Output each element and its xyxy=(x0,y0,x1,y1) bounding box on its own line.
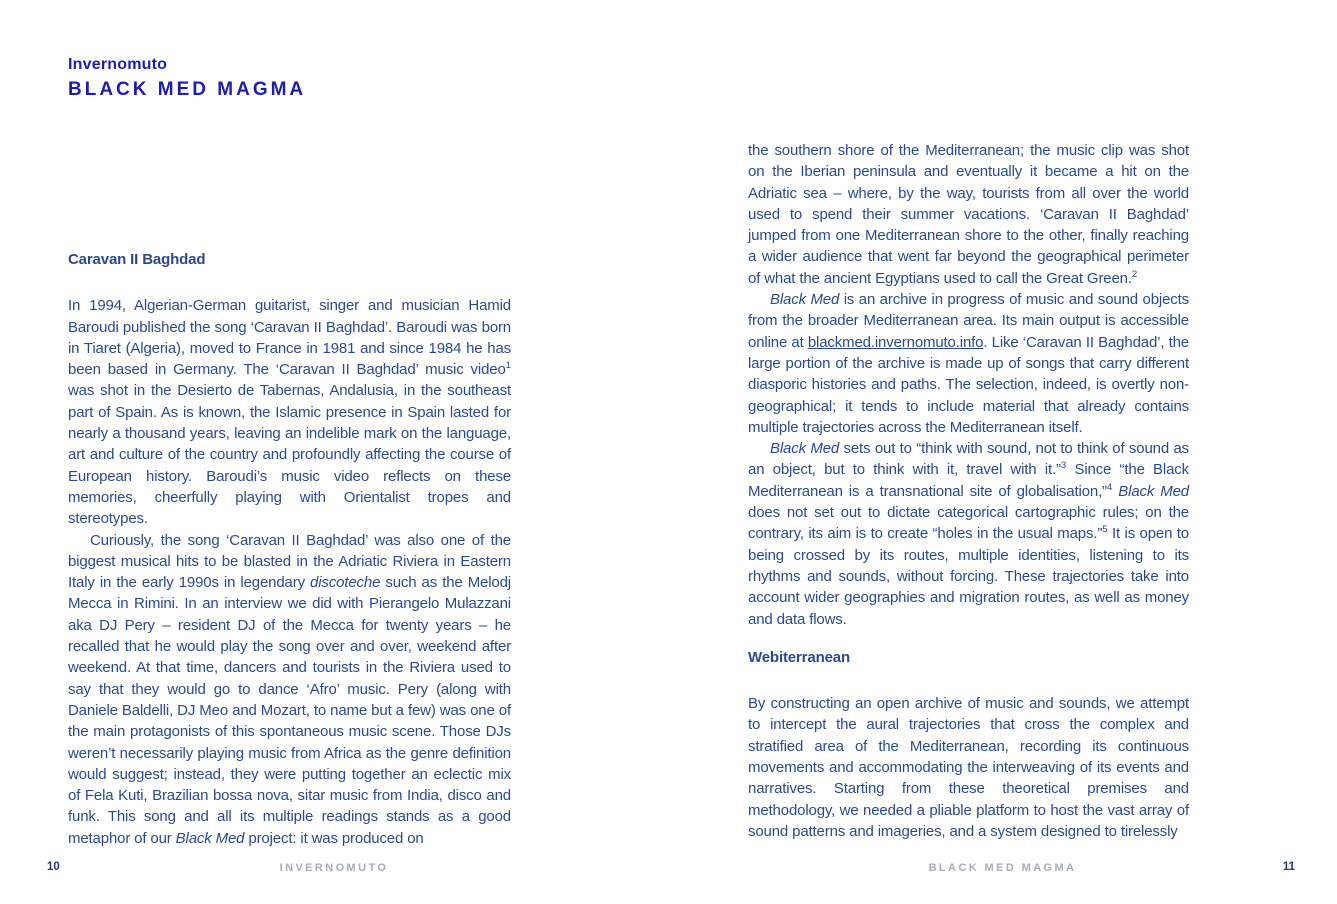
paragraph xyxy=(748,289,1189,438)
text-run: project: it was produced on xyxy=(244,829,424,847)
text-run: the southern shore of the Mediterranean; the music clip was shot on the Iberian peninsula and eventually it became a hit on the Adriatic sea – where, by the way, tourists from all over the world used to spend their summer vacations. ‘Caravan II Baghdad’ jumped from one Mediterranean shore to the other, finally reaching a wider audience that went far beyond the geographical perimeter of what the ancient Egyptians used to call the Great Green. xyxy=(748,142,1189,287)
footer-left xyxy=(0,861,668,881)
article-title: BLACK MED MAGMA xyxy=(68,79,307,100)
italic-text: Black Med xyxy=(770,291,840,309)
page-number: 11 xyxy=(1282,861,1295,873)
text-run: Since “the Black Mediterranean is a transnational site of globalisation,” xyxy=(748,461,1189,500)
text-run: By constructing an open archive of music and sounds, we attempt to intercept the aural trajectories that cross the complex and stratified area of the Mediterranean, recording its continuous movements and accommodating the interweaving of its events and narratives. Starting from these theoretical premises and methodology, we needed a pliable platform to host the vast array of sound patterns and imageries, and a system designed to tirelessly xyxy=(748,695,1189,840)
paragraph xyxy=(68,530,511,849)
page-right xyxy=(668,0,1337,904)
paragraph xyxy=(68,295,511,529)
italic-text: Black Med xyxy=(1118,482,1189,500)
italic-text: Black Med xyxy=(175,829,245,847)
section-heading: Webiterranean xyxy=(748,648,850,666)
article-header xyxy=(68,56,306,101)
text-run: is an archive in progress of music and sound objects from the broader Mediterranean area. Its main output is accessible online at xyxy=(748,291,1189,351)
running-header: INVERNOMUTO xyxy=(279,862,389,874)
footnote-ref: 5 xyxy=(1102,524,1108,536)
footnote-ref: 3 xyxy=(1060,460,1067,472)
text-run: was shot in the Desierto de Tabernas, Andalusia, in the southeast part of Spain. As is known, the Islamic presence in Spain lasted for nearly a thousand years, leaving an indelible mark on the language, art and culture of the country and profoundly affecting the course of European history. Baroudi’s music video reflects on these memories, cheerfully playing with Orientalist tropes and stereotypes. xyxy=(68,382,511,528)
italic-text: Black Med xyxy=(770,440,840,458)
author-name: Invernomuto xyxy=(68,56,168,73)
footnote-ref: 2 xyxy=(1131,268,1138,280)
text-run: does not set out to dictate categorical cartographic rules; on the contrary, its aim is to create “holes in the usual maps.” xyxy=(748,504,1189,543)
text-run: In 1994, Algerian-German guitarist, singer and musician Hamid Baroudi published the song ‘Caravan II Baghdad’. Baroudi was born in Tiaret (Algeria), moved to France in 1981 and since 1984 he has been based in Germany. The ‘Caravan II Baghdad’ music video xyxy=(68,297,511,379)
italic-text: discoteche xyxy=(310,574,381,592)
page-left xyxy=(0,0,668,904)
running-header: BLACK MED MAGMA xyxy=(928,862,1077,874)
footer-right xyxy=(668,861,1337,881)
section-heading: Caravan II Baghdad xyxy=(68,251,206,268)
hyperlink[interactable]: blackmed.invernomuto.info xyxy=(807,333,984,351)
text-column-left xyxy=(68,249,511,849)
text-run: It is open to being crossed by its routes, multiple identities, listening to its rhythms and sounds, without forcing. These trajectories take into account wider geographies and migration routes, as well as money and data flows. xyxy=(748,525,1189,628)
text-run: sets out to “think with sound, not to think of sound as an object, but to think with it, travel with it.” xyxy=(748,440,1189,479)
footnote-ref: 4 xyxy=(1106,481,1113,493)
text-run: . Like ‘Caravan II Baghdad’, the large portion of the archive is made up of songs that carry different diasporic histories and paths. The selection, indeed, is overtly non-geographical; it tends to include material that already contains multiple trajectories across the Mediterranean itself. xyxy=(748,333,1189,436)
text-column-right xyxy=(748,140,1189,842)
text-run: such as the Melodj Mecca in Rimini. In an interview we did with Pierangelo Mulazzani aka DJ Pery – resident DJ of the Mecca for twenty years – he recalled that he would play the song over and over, weekend after weekend. At that time, dancers and tourists in the Riviera used to say that they would go to dance ‘Afro’ music. Pery (along with Daniele Baldelli, DJ Meo and Mozart, to name but a few) was one of the main protagonists of this spontaneous music scene. Those DJs weren’t necessarily playing music from Africa as the genre definition would suggest; instead, they were putting together an eclectic mix of Fela Kuti, Brazilian bossa nova, sitar music from India, disco and funk. This song and all its multiple readings stands as a good metaphor of our xyxy=(68,574,511,847)
paragraph xyxy=(748,140,1189,289)
text-run: Curiously, the song ‘Caravan II Baghdad’ was also one of the biggest musical hits to be blasted in the Adriatic Riviera in Eastern Italy in the early 1990s in legendary xyxy=(68,531,511,592)
footnote-ref: 1 xyxy=(505,360,511,372)
paragraph xyxy=(748,693,1189,842)
page-number: 10 xyxy=(47,861,60,873)
paragraph xyxy=(748,438,1189,630)
